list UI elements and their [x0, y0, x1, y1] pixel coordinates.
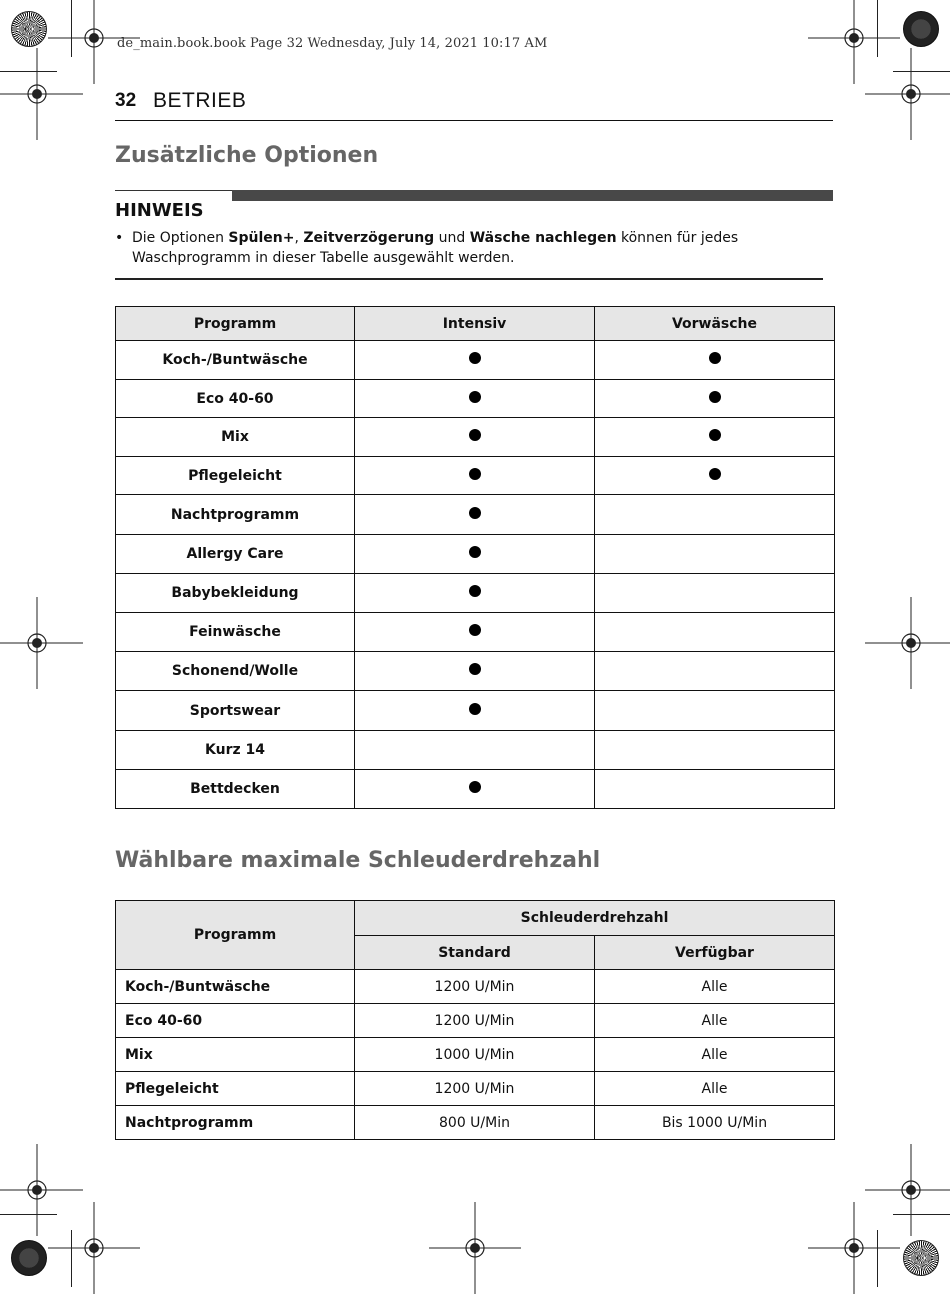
- available-dot-icon: [469, 663, 481, 675]
- available-speeds: Alle: [595, 1038, 835, 1072]
- print-slug: de_main.book.book Page 32 Wednesday, July 14, 2021 10:17 AM: [117, 36, 548, 51]
- available-dot-icon: [469, 429, 481, 441]
- column-header-program: Programm: [116, 901, 355, 970]
- available-dot-icon: [469, 585, 481, 597]
- starburst-icon: [11, 11, 47, 47]
- program-name: Nachtprogramm: [116, 495, 355, 535]
- standard-speed: 1200 U/Min: [355, 1004, 595, 1038]
- option-cell-intensiv: [355, 380, 595, 418]
- column-header-intensiv: Intensiv: [355, 307, 595, 341]
- program-name: Schonend/Wolle: [116, 652, 355, 691]
- program-name: Eco 40-60: [116, 380, 355, 418]
- table-row: [116, 970, 835, 1004]
- available-dot-icon: [469, 468, 481, 480]
- table-row: [116, 1004, 835, 1038]
- available-dot-icon: [709, 429, 721, 441]
- page-section-title: BETRIEB: [153, 89, 247, 112]
- standard-speed: 800 U/Min: [355, 1106, 595, 1140]
- program-name: Babybekleidung: [116, 574, 355, 613]
- column-header-program: Programm: [116, 307, 355, 341]
- program-name: Pflegeleicht: [116, 1072, 355, 1106]
- table-row: [116, 731, 835, 770]
- note-body: [132, 228, 833, 268]
- note-title: HINWEIS: [115, 200, 204, 221]
- option-cell-intensiv: [355, 731, 595, 770]
- available-dot-icon: [469, 546, 481, 558]
- program-name: Koch-/Buntwäsche: [116, 341, 355, 380]
- column-header-available: Verfügbar: [595, 936, 835, 970]
- option-cell-intensiv: [355, 495, 595, 535]
- registration-mark-icon: [865, 48, 950, 140]
- program-name: Nachtprogramm: [116, 1106, 355, 1140]
- standard-speed: 1000 U/Min: [355, 1038, 595, 1072]
- available-speeds: Alle: [595, 1072, 835, 1106]
- available-dot-icon: [469, 352, 481, 364]
- page-header: [115, 88, 833, 121]
- note-rule: [115, 278, 823, 280]
- option-cell-intensiv: [355, 341, 595, 380]
- note-bar: [232, 190, 833, 201]
- option-cell-vorwaesche: [595, 652, 835, 691]
- option-cell-vorwaesche: [595, 691, 835, 731]
- available-dot-icon: [709, 352, 721, 364]
- note-text: [115, 228, 833, 268]
- table-row: [116, 495, 835, 535]
- option-cell-vorwaesche: [595, 495, 835, 535]
- page-number: 32: [115, 90, 137, 111]
- registration-mark-icon: [865, 597, 950, 689]
- option-cell-intensiv: [355, 770, 595, 809]
- column-group-spin-speed: Schleuderdrehzahl: [355, 901, 835, 936]
- option-add-laundry: Wäsche nachlegen: [469, 230, 617, 246]
- table-row: [116, 380, 835, 418]
- table-row: [116, 613, 835, 652]
- spin-speed-table: [115, 900, 835, 1140]
- program-name: Koch-/Buntwäsche: [116, 970, 355, 1004]
- options-table: [115, 306, 835, 809]
- option-cell-intensiv: [355, 574, 595, 613]
- available-dot-icon: [469, 703, 481, 715]
- registration-mark-icon: [0, 48, 83, 140]
- option-cell-vorwaesche: [595, 613, 835, 652]
- option-cell-intensiv: [355, 613, 595, 652]
- option-rinse-plus: Spülen+: [228, 230, 295, 246]
- program-name: Sportswear: [116, 691, 355, 731]
- option-cell-vorwaesche: [595, 341, 835, 380]
- option-cell-vorwaesche: [595, 380, 835, 418]
- table-row: [116, 1106, 835, 1140]
- section-heading-additional-options: Zusätzliche Optionen: [115, 143, 379, 168]
- program-name: Feinwäsche: [116, 613, 355, 652]
- program-name: Allergy Care: [116, 535, 355, 574]
- table-row: [116, 1072, 835, 1106]
- option-cell-intensiv: [355, 535, 595, 574]
- starburst-icon: [11, 1240, 47, 1276]
- program-name: Eco 40-60: [116, 1004, 355, 1038]
- bullet: •: [115, 230, 124, 246]
- program-name: Mix: [116, 1038, 355, 1072]
- available-speeds: Bis 1000 U/Min: [595, 1106, 835, 1140]
- option-cell-vorwaesche: [595, 457, 835, 495]
- registration-mark-icon: [0, 597, 83, 689]
- option-cell-intensiv: [355, 457, 595, 495]
- column-header-standard: Standard: [355, 936, 595, 970]
- option-cell-intensiv: [355, 418, 595, 457]
- option-cell-vorwaesche: [595, 731, 835, 770]
- registration-mark-icon: [48, 1202, 140, 1294]
- program-name: Mix: [116, 418, 355, 457]
- option-cell-vorwaesche: [595, 574, 835, 613]
- available-speeds: Alle: [595, 1004, 835, 1038]
- section-heading-max-spin: Wählbare maximale Schleuderdrehzahl: [115, 848, 601, 873]
- option-cell-intensiv: [355, 691, 595, 731]
- option-cell-vorwaesche: [595, 418, 835, 457]
- starburst-icon: [903, 11, 939, 47]
- table-row: [116, 770, 835, 809]
- table-row: [116, 535, 835, 574]
- note-divider: [115, 190, 232, 191]
- program-name: Pflegeleicht: [116, 457, 355, 495]
- table-row: [116, 418, 835, 457]
- available-dot-icon: [469, 624, 481, 636]
- registration-mark-icon: [808, 1202, 900, 1294]
- table-row: [116, 691, 835, 731]
- registration-mark-icon: [429, 1202, 521, 1294]
- option-cell-intensiv: [355, 652, 595, 691]
- table-row: [116, 457, 835, 495]
- standard-speed: 1200 U/Min: [355, 1072, 595, 1106]
- table-row: [116, 652, 835, 691]
- starburst-icon: [903, 1240, 939, 1276]
- available-dot-icon: [709, 391, 721, 403]
- column-header-vorwaesche: Vorwäsche: [595, 307, 835, 341]
- option-delay: Zeitverzögerung: [303, 230, 435, 246]
- option-cell-vorwaesche: [595, 535, 835, 574]
- note-text-part: können für jedes Waschprogramm in dieser Tabelle ausgewählt werden.: [132, 230, 739, 266]
- table-row: [116, 1038, 835, 1072]
- available-dot-icon: [469, 507, 481, 519]
- note-text-part: und: [434, 230, 470, 246]
- program-name: Kurz 14: [116, 731, 355, 770]
- available-dot-icon: [469, 781, 481, 793]
- available-speeds: Alle: [595, 970, 835, 1004]
- program-name: Bettdecken: [116, 770, 355, 809]
- option-cell-vorwaesche: [595, 770, 835, 809]
- table-row: [116, 341, 835, 380]
- standard-speed: 1200 U/Min: [355, 970, 595, 1004]
- note-text-part: ,: [294, 230, 304, 246]
- available-dot-icon: [469, 391, 481, 403]
- note-text-part: Die Optionen: [132, 230, 229, 246]
- table-row: [116, 574, 835, 613]
- available-dot-icon: [709, 468, 721, 480]
